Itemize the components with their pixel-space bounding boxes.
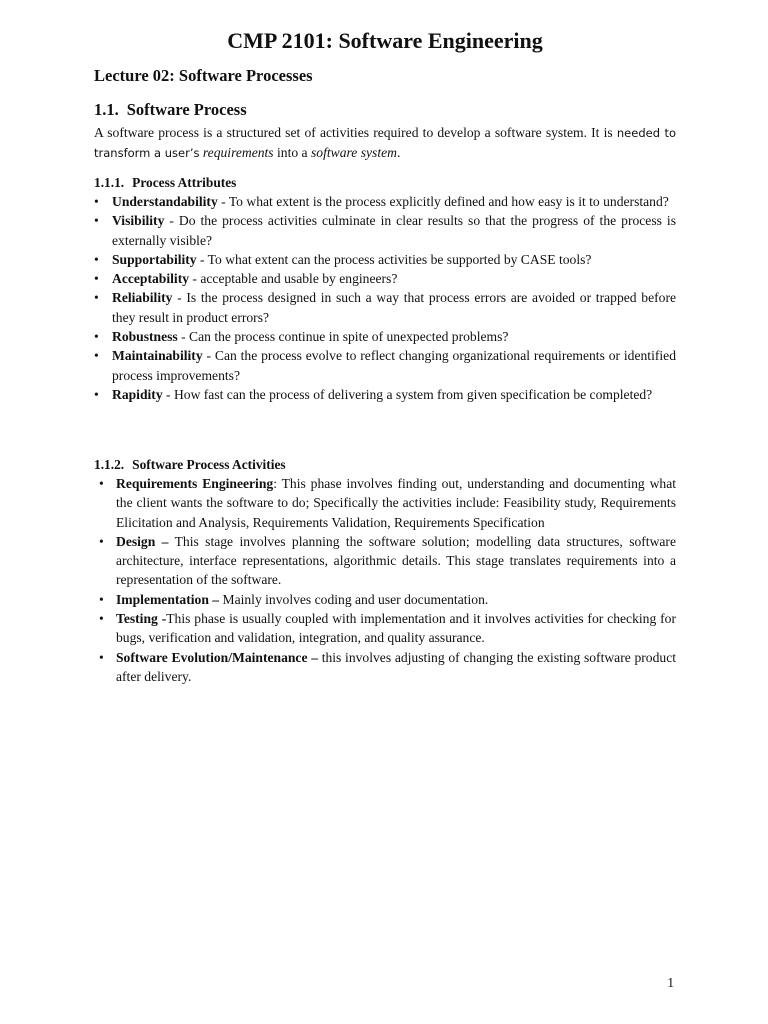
activity-text: This phase is usually coupled with implementation and it involves activities for checking for bugs, verification and validation, integration, and quality assurance. bbox=[116, 611, 676, 646]
list-item bbox=[94, 327, 676, 346]
attribute-term: Reliability bbox=[112, 290, 173, 306]
attributes-list bbox=[94, 192, 676, 404]
bullet: • bbox=[94, 194, 99, 209]
bullet: • bbox=[94, 271, 99, 287]
bullet: • bbox=[99, 533, 104, 549]
list-item bbox=[94, 532, 676, 590]
activity-text: This stage involves planning the software solution; modelling data structures, software architecture, interface representations, algorithmic details. This stage translates requirements into a representation of the software. bbox=[116, 533, 676, 588]
bullet: • bbox=[99, 591, 104, 607]
activities-list bbox=[94, 474, 676, 686]
bullet: • bbox=[99, 649, 104, 665]
intro-text-5: . bbox=[396, 145, 401, 160]
attribute-text: - Can the process continue in spite of unexpected problems? bbox=[177, 329, 509, 345]
attribute-text: - Can the process evolve to reflect changing organizational requirements or identified process improvements? bbox=[112, 348, 676, 383]
activity-term: Testing - bbox=[116, 611, 167, 627]
activities-number: 1.1.2. bbox=[94, 457, 125, 472]
bullet: • bbox=[99, 611, 104, 627]
bullet: • bbox=[94, 251, 99, 267]
section-number: 1.1. bbox=[94, 100, 119, 119]
list-item bbox=[94, 474, 676, 532]
attribute-term: Robustness bbox=[112, 329, 178, 345]
activity-term: Design – bbox=[116, 533, 169, 549]
attribute-term: Supportability bbox=[112, 251, 197, 267]
activity-text: this involves adjusting of changing the existing software product after delivery. bbox=[116, 649, 676, 684]
activities-heading bbox=[94, 456, 286, 474]
list-item bbox=[94, 192, 676, 211]
attribute-text: - Is the process designed in such a way that process errors are avoided or trapped before they result in product errors? bbox=[112, 290, 676, 325]
list-item bbox=[94, 288, 676, 327]
intro-text-4: into a bbox=[273, 145, 311, 160]
attribute-term: Maintainability bbox=[112, 348, 203, 364]
list-item bbox=[94, 609, 676, 648]
bullet: • bbox=[99, 476, 104, 491]
section-heading bbox=[94, 99, 247, 121]
bullet: • bbox=[94, 290, 99, 306]
attribute-text: - acceptable and usable by engineers? bbox=[189, 271, 398, 287]
document-title: CMP 2101: Software Engineering bbox=[227, 28, 543, 53]
activity-term: Implementation – bbox=[116, 591, 220, 607]
attribute-term: Visibility bbox=[112, 213, 165, 229]
attribute-text: - To what extent is the process explicitly defined and how easy is it to understand? bbox=[217, 194, 669, 209]
intro-software-system: software system bbox=[311, 145, 397, 160]
bullet: • bbox=[94, 386, 99, 402]
list-item bbox=[94, 385, 676, 404]
intro-text-1: A software process is a structured set of activities required to develop a software system. It is bbox=[94, 125, 617, 140]
intro-paragraph bbox=[94, 123, 676, 163]
section-title: Software Process bbox=[126, 100, 247, 119]
list-item bbox=[94, 648, 676, 687]
list-item bbox=[94, 590, 676, 609]
attribute-text: - Do the process activities culminate in clear results so that the progress of the process is externally visible? bbox=[112, 213, 676, 248]
intro-requirements: requirements bbox=[202, 145, 274, 160]
attribute-term: Rapidity bbox=[112, 386, 163, 402]
bullet: • bbox=[94, 348, 99, 364]
activity-term: Requirements Engineering bbox=[116, 476, 274, 491]
activities-title: Software Process Activities bbox=[132, 457, 286, 472]
activity-text: : This phase involves finding out, understanding and documenting what the client wants the software to do; Specifically the activities include: Feasibility study, Requirements Elicitation and Analysis, Requirements Validation, Requirements Specification bbox=[116, 476, 676, 530]
attributes-number: 1.1.1. bbox=[94, 175, 125, 190]
list-item bbox=[94, 346, 676, 385]
attributes-heading bbox=[94, 174, 236, 192]
intro-text-2: needed to transform a user’s bbox=[94, 126, 676, 160]
page-number: 1 bbox=[667, 975, 674, 990]
attribute-text: - To what extent can the process activities be supported by CASE tools? bbox=[196, 251, 592, 267]
attribute-term: Understandability bbox=[112, 194, 218, 209]
list-item bbox=[94, 250, 676, 269]
bullet: • bbox=[94, 329, 99, 345]
activity-text: Mainly involves coding and user documentation. bbox=[219, 591, 489, 607]
bullet: • bbox=[94, 213, 99, 229]
list-item bbox=[94, 269, 676, 288]
attribute-term: Acceptability bbox=[112, 271, 190, 287]
activity-term: Software Evolution/Maintenance – bbox=[116, 649, 318, 665]
document-page bbox=[94, 0, 676, 1024]
list-item bbox=[94, 211, 676, 250]
attributes-title: Process Attributes bbox=[132, 175, 237, 190]
lecture-heading: Lecture 02: Software Processes bbox=[94, 66, 313, 85]
attribute-text: - How fast can the process of delivering a system from given specification be completed? bbox=[162, 386, 653, 402]
